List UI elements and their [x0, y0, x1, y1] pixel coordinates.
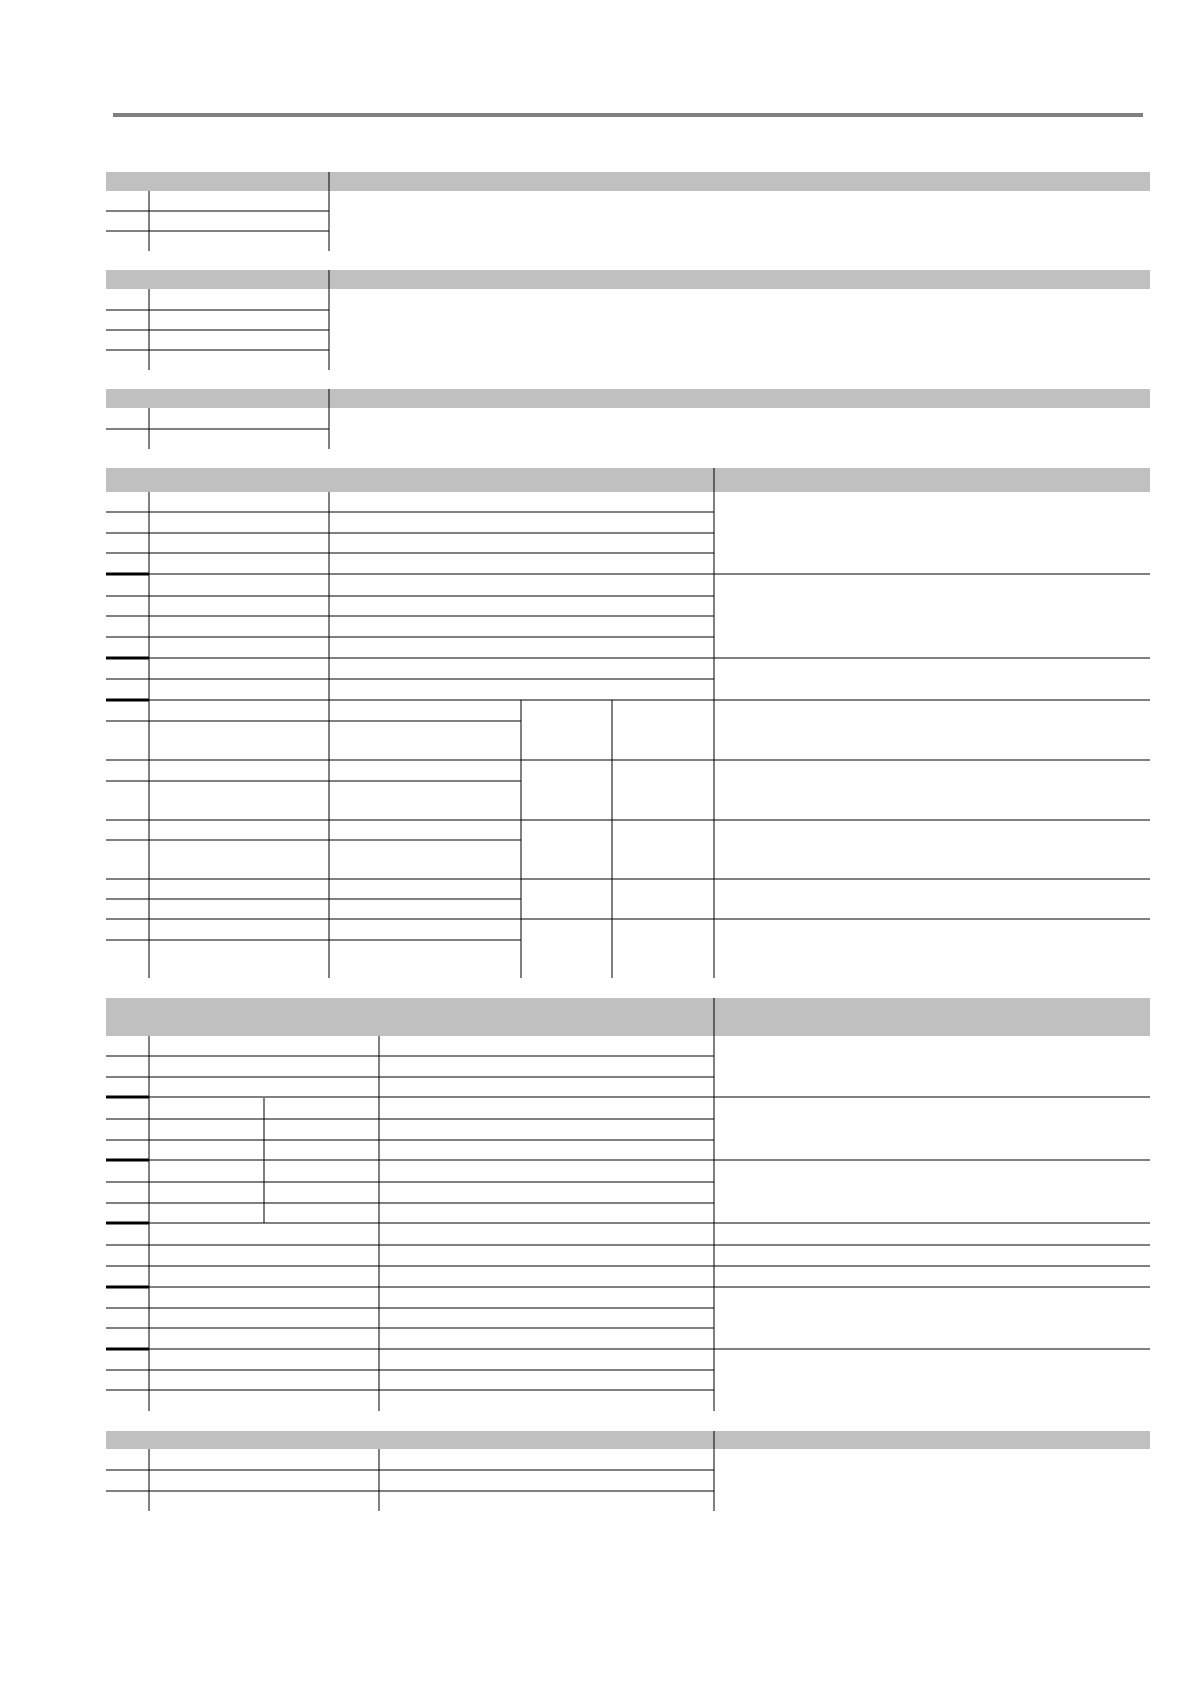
section-5-grid — [106, 998, 1150, 1411]
section-6-header — [106, 1431, 1150, 1449]
group-markers — [106, 574, 149, 1349]
section-3-header — [106, 389, 1150, 408]
section-5-header — [106, 998, 1150, 1036]
section-4-grid — [106, 468, 1150, 978]
section-1-header — [106, 172, 1150, 191]
section-2-header — [106, 270, 1150, 289]
section-4-header — [106, 468, 1150, 492]
